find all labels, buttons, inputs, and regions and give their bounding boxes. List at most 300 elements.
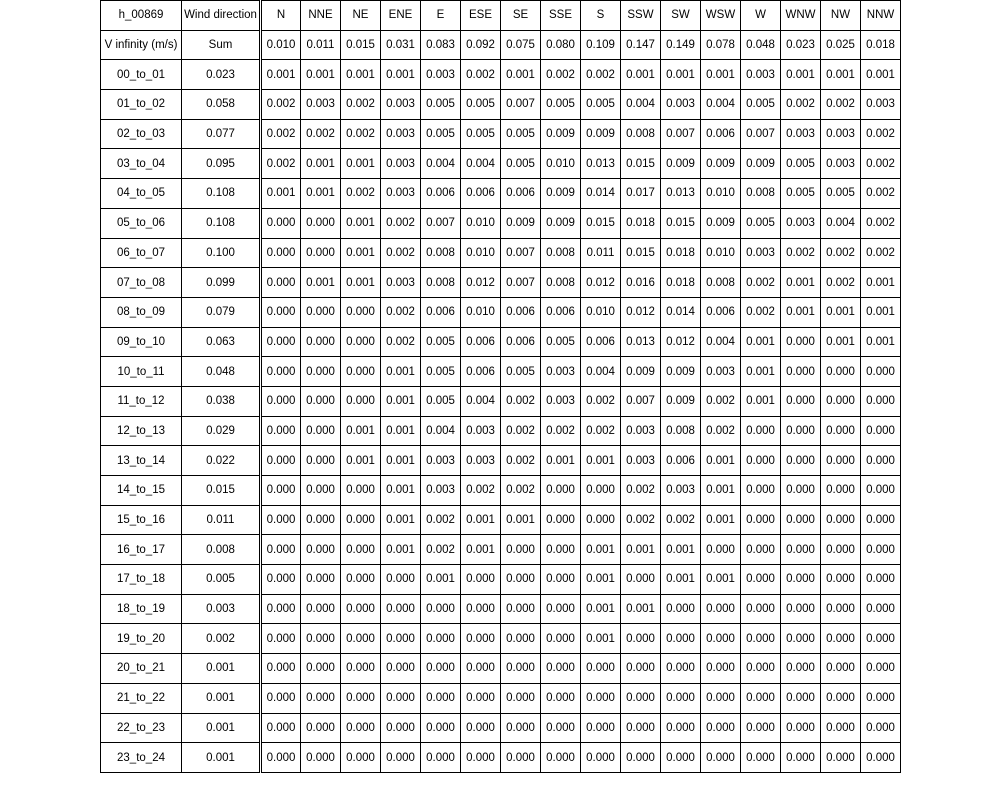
table-cell: 0.002	[261, 149, 301, 179]
table-cell: 0.000	[301, 743, 341, 773]
table-cell: 0.001	[861, 60, 901, 90]
table-cell: 0.005	[501, 149, 541, 179]
speed-bin-label: 14_to_15	[101, 476, 182, 506]
table-cell: 0.000	[821, 683, 861, 713]
table-cell: 0.000	[341, 505, 381, 535]
table-cell: 0.009	[661, 386, 701, 416]
table-cell: 0.000	[821, 713, 861, 743]
table-cell: 0.007	[501, 90, 541, 120]
table-cell: 0.000	[301, 357, 341, 387]
row-sum-cell: 0.008	[182, 535, 261, 565]
table-cell: 0.002	[581, 416, 621, 446]
table-row	[101, 60, 901, 90]
table-cell: 0.000	[301, 535, 341, 565]
table-cell: 0.001	[381, 386, 421, 416]
table-cell: 0.000	[861, 535, 901, 565]
table-cell: 0.010	[701, 179, 741, 209]
direction-header-ene: ENE	[381, 1, 421, 31]
table-cell: 0.013	[581, 149, 621, 179]
table-row	[101, 743, 901, 773]
table-cell: 0.005	[581, 90, 621, 120]
table-cell: 0.000	[821, 565, 861, 595]
table-cell: 0.005	[501, 357, 541, 387]
table-cell: 0.006	[421, 179, 461, 209]
table-cell: 0.001	[261, 60, 301, 90]
row-sum-cell: 0.077	[182, 119, 261, 149]
table-cell: 0.009	[661, 149, 701, 179]
row-sum-cell: 0.001	[182, 654, 261, 684]
table-cell: 0.002	[381, 208, 421, 238]
table-cell: 0.005	[541, 90, 581, 120]
table-row	[101, 565, 901, 595]
table-cell: 0.000	[421, 713, 461, 743]
table-cell: 0.003	[621, 446, 661, 476]
sum-cell: 0.092	[461, 30, 501, 60]
table-cell: 0.000	[861, 446, 901, 476]
table-cell: 0.001	[781, 268, 821, 298]
table-cell: 0.001	[741, 357, 781, 387]
table-cell: 0.000	[341, 327, 381, 357]
table-cell: 0.000	[621, 683, 661, 713]
table-cell: 0.000	[541, 683, 581, 713]
table-cell: 0.000	[341, 683, 381, 713]
sum-cell: 0.078	[701, 30, 741, 60]
speed-bin-label: 06_to_07	[101, 238, 182, 268]
table-cell: 0.006	[501, 297, 541, 327]
table-cell: 0.001	[461, 505, 501, 535]
speed-bin-label: 18_to_19	[101, 594, 182, 624]
table-cell: 0.000	[541, 594, 581, 624]
table-cell: 0.001	[501, 60, 541, 90]
table-cell: 0.003	[421, 446, 461, 476]
table-cell: 0.000	[701, 594, 741, 624]
table-cell: 0.000	[781, 565, 821, 595]
row-sum-cell: 0.095	[182, 149, 261, 179]
direction-header-sse: SSE	[541, 1, 581, 31]
sum-cell: 0.080	[541, 30, 581, 60]
table-cell: 0.000	[621, 743, 661, 773]
table-row	[101, 654, 901, 684]
speed-bin-label: 01_to_02	[101, 90, 182, 120]
table-cell: 0.004	[701, 90, 741, 120]
table-cell: 0.000	[301, 208, 341, 238]
speed-bin-label: 03_to_04	[101, 149, 182, 179]
table-cell: 0.000	[861, 386, 901, 416]
table-cell: 0.001	[701, 60, 741, 90]
table-cell: 0.000	[661, 683, 701, 713]
speed-bin-label: 13_to_14	[101, 446, 182, 476]
row-sum-cell: 0.011	[182, 505, 261, 535]
table-cell: 0.006	[461, 327, 501, 357]
sum-cell: 0.010	[261, 30, 301, 60]
table-cell: 0.002	[821, 268, 861, 298]
table-cell: 0.001	[381, 505, 421, 535]
table-cell: 0.000	[261, 654, 301, 684]
table-cell: 0.018	[661, 268, 701, 298]
table-cell: 0.008	[741, 179, 781, 209]
direction-header-ese: ESE	[461, 1, 501, 31]
table-cell: 0.001	[381, 535, 421, 565]
table-cell: 0.002	[821, 238, 861, 268]
table-cell: 0.015	[621, 149, 661, 179]
table-cell: 0.010	[541, 149, 581, 179]
speed-bin-label: 11_to_12	[101, 386, 182, 416]
direction-header-sw: SW	[661, 1, 701, 31]
table-cell: 0.002	[541, 416, 581, 446]
table-cell: 0.000	[301, 713, 341, 743]
table-cell: 0.000	[421, 624, 461, 654]
table-cell: 0.009	[621, 357, 661, 387]
table-row	[101, 149, 901, 179]
table-cell: 0.000	[501, 683, 541, 713]
table-cell: 0.002	[861, 149, 901, 179]
table-cell: 0.003	[661, 476, 701, 506]
table-cell: 0.000	[381, 594, 421, 624]
direction-header-e: E	[421, 1, 461, 31]
table-row	[101, 238, 901, 268]
row-sum-cell: 0.001	[182, 743, 261, 773]
table-cell: 0.002	[861, 208, 901, 238]
table-cell: 0.000	[301, 624, 341, 654]
table-cell: 0.001	[381, 476, 421, 506]
table-cell: 0.000	[461, 743, 501, 773]
table-cell: 0.001	[861, 268, 901, 298]
table-cell: 0.002	[621, 505, 661, 535]
table-cell: 0.009	[541, 208, 581, 238]
table-cell: 0.001	[741, 327, 781, 357]
table-cell: 0.006	[541, 297, 581, 327]
sum-row	[101, 30, 901, 60]
table-cell: 0.005	[461, 90, 501, 120]
table-cell: 0.000	[701, 654, 741, 684]
table-cell: 0.014	[661, 297, 701, 327]
table-cell: 0.000	[381, 565, 421, 595]
table-cell: 0.001	[341, 268, 381, 298]
row-sum-cell: 0.100	[182, 238, 261, 268]
table-cell: 0.000	[781, 476, 821, 506]
table-cell: 0.000	[781, 683, 821, 713]
sum-cell: 0.048	[741, 30, 781, 60]
table-cell: 0.000	[861, 476, 901, 506]
table-cell: 0.001	[821, 60, 861, 90]
table-cell: 0.000	[861, 683, 901, 713]
table-cell: 0.001	[581, 624, 621, 654]
table-cell: 0.010	[701, 238, 741, 268]
table-cell: 0.008	[421, 268, 461, 298]
table-cell: 0.000	[741, 565, 781, 595]
table-cell: 0.000	[621, 565, 661, 595]
table-cell: 0.000	[781, 416, 821, 446]
table-cell: 0.004	[581, 357, 621, 387]
table-cell: 0.000	[301, 505, 341, 535]
table-cell: 0.000	[781, 713, 821, 743]
table-cell: 0.005	[741, 208, 781, 238]
table-cell: 0.000	[261, 446, 301, 476]
table-cell: 0.001	[581, 565, 621, 595]
table-cell: 0.007	[501, 268, 541, 298]
table-cell: 0.000	[861, 743, 901, 773]
table-cell: 0.001	[621, 535, 661, 565]
speed-bin-label: 08_to_09	[101, 297, 182, 327]
row-sum-cell: 0.029	[182, 416, 261, 446]
row-sum-cell: 0.108	[182, 179, 261, 209]
table-cell: 0.000	[781, 624, 821, 654]
table-cell: 0.000	[741, 476, 781, 506]
table-cell: 0.000	[301, 327, 341, 357]
wind-direction-table	[100, 0, 901, 773]
table-cell: 0.000	[261, 268, 301, 298]
table-cell: 0.000	[821, 505, 861, 535]
table-cell: 0.009	[581, 119, 621, 149]
table-cell: 0.008	[541, 238, 581, 268]
table-cell: 0.000	[461, 713, 501, 743]
table-cell: 0.010	[461, 238, 501, 268]
table-cell: 0.000	[541, 476, 581, 506]
table-cell: 0.000	[701, 743, 741, 773]
table-cell: 0.006	[421, 297, 461, 327]
table-cell: 0.000	[541, 654, 581, 684]
sum-cell: 0.023	[781, 30, 821, 60]
table-cell: 0.000	[781, 505, 821, 535]
table-cell: 0.001	[821, 327, 861, 357]
row-sum-cell: 0.003	[182, 594, 261, 624]
table-cell: 0.001	[341, 208, 381, 238]
table-cell: 0.000	[261, 683, 301, 713]
table-cell: 0.001	[381, 357, 421, 387]
table-cell: 0.000	[261, 565, 301, 595]
table-cell: 0.002	[341, 179, 381, 209]
table-row	[101, 119, 901, 149]
table-cell: 0.000	[861, 594, 901, 624]
table-cell: 0.012	[621, 297, 661, 327]
table-cell: 0.000	[861, 505, 901, 535]
table-cell: 0.000	[781, 446, 821, 476]
table-cell: 0.000	[581, 654, 621, 684]
table-cell: 0.000	[301, 297, 341, 327]
table-cell: 0.001	[861, 297, 901, 327]
table-cell: 0.001	[701, 505, 741, 535]
direction-header-nne: NNE	[301, 1, 341, 31]
table-cell: 0.000	[821, 594, 861, 624]
table-cell: 0.000	[261, 713, 301, 743]
speed-header-label: V infinity (m/s)	[101, 30, 182, 60]
table-cell: 0.000	[381, 713, 421, 743]
table-cell: 0.002	[421, 505, 461, 535]
table-cell: 0.003	[421, 60, 461, 90]
table-body	[101, 1, 901, 773]
table-cell: 0.000	[741, 594, 781, 624]
table-cell: 0.000	[621, 713, 661, 743]
table-cell: 0.001	[541, 446, 581, 476]
table-cell: 0.000	[421, 683, 461, 713]
table-cell: 0.002	[661, 505, 701, 535]
direction-header-se: SE	[501, 1, 541, 31]
table-cell: 0.000	[741, 654, 781, 684]
table-cell: 0.003	[661, 90, 701, 120]
table-cell: 0.000	[501, 743, 541, 773]
table-cell: 0.000	[381, 683, 421, 713]
table-cell: 0.002	[581, 386, 621, 416]
table-cell: 0.008	[541, 268, 581, 298]
table-cell: 0.000	[501, 624, 541, 654]
table-cell: 0.000	[741, 535, 781, 565]
speed-bin-label: 09_to_10	[101, 327, 182, 357]
table-cell: 0.000	[821, 654, 861, 684]
table-cell: 0.001	[341, 446, 381, 476]
table-cell: 0.002	[501, 386, 541, 416]
table-cell: 0.001	[381, 446, 421, 476]
direction-header-n: N	[261, 1, 301, 31]
table-cell: 0.009	[701, 208, 741, 238]
row-sum-cell: 0.023	[182, 60, 261, 90]
table-cell: 0.001	[861, 327, 901, 357]
table-cell: 0.005	[821, 179, 861, 209]
table-row	[101, 416, 901, 446]
sum-cell: 0.075	[501, 30, 541, 60]
table-cell: 0.006	[461, 179, 501, 209]
table-cell: 0.007	[741, 119, 781, 149]
row-sum-cell: 0.063	[182, 327, 261, 357]
table-cell: 0.001	[661, 565, 701, 595]
table-cell: 0.003	[381, 268, 421, 298]
table-cell: 0.000	[261, 624, 301, 654]
table-cell: 0.003	[541, 386, 581, 416]
table-cell: 0.003	[381, 90, 421, 120]
direction-header-w: W	[741, 1, 781, 31]
table-cell: 0.001	[301, 60, 341, 90]
table-row	[101, 327, 901, 357]
table-cell: 0.006	[461, 357, 501, 387]
table-cell: 0.006	[701, 119, 741, 149]
table-row	[101, 208, 901, 238]
sum-cell: 0.018	[861, 30, 901, 60]
table-cell: 0.000	[341, 476, 381, 506]
table-cell: 0.003	[461, 446, 501, 476]
table-cell: 0.009	[701, 149, 741, 179]
table-cell: 0.000	[661, 654, 701, 684]
table-cell: 0.000	[541, 743, 581, 773]
table-cell: 0.000	[621, 624, 661, 654]
table-cell: 0.002	[701, 416, 741, 446]
table-cell: 0.003	[861, 90, 901, 120]
table-cell: 0.001	[501, 505, 541, 535]
table-cell: 0.003	[421, 476, 461, 506]
table-cell: 0.013	[621, 327, 661, 357]
table-cell: 0.000	[301, 654, 341, 684]
table-cell: 0.000	[781, 743, 821, 773]
table-cell: 0.002	[741, 297, 781, 327]
table-row	[101, 505, 901, 535]
table-cell: 0.003	[741, 60, 781, 90]
direction-header-ne: NE	[341, 1, 381, 31]
table-cell: 0.002	[581, 60, 621, 90]
table-cell: 0.001	[581, 446, 621, 476]
table-cell: 0.000	[821, 624, 861, 654]
table-cell: 0.001	[341, 416, 381, 446]
table-cell: 0.002	[861, 179, 901, 209]
table-cell: 0.003	[701, 357, 741, 387]
table-cell: 0.000	[741, 683, 781, 713]
table-cell: 0.002	[461, 476, 501, 506]
table-cell: 0.000	[301, 476, 341, 506]
table-cell: 0.000	[261, 238, 301, 268]
table-cell: 0.000	[301, 446, 341, 476]
table-cell: 0.003	[381, 149, 421, 179]
table-cell: 0.005	[781, 149, 821, 179]
table-cell: 0.001	[701, 565, 741, 595]
table-cell: 0.000	[741, 743, 781, 773]
table-cell: 0.000	[541, 565, 581, 595]
row-sum-cell: 0.015	[182, 476, 261, 506]
table-cell: 0.004	[461, 386, 501, 416]
table-cell: 0.000	[581, 713, 621, 743]
speed-bin-label: 16_to_17	[101, 535, 182, 565]
table-cell: 0.001	[421, 565, 461, 595]
table-cell: 0.010	[461, 208, 501, 238]
table-cell: 0.000	[341, 713, 381, 743]
table-cell: 0.000	[541, 713, 581, 743]
table-cell: 0.018	[661, 238, 701, 268]
table-row	[101, 683, 901, 713]
table-cell: 0.000	[301, 594, 341, 624]
table-cell: 0.001	[701, 446, 741, 476]
table-cell: 0.001	[741, 386, 781, 416]
table-cell: 0.000	[861, 565, 901, 595]
table-cell: 0.001	[781, 60, 821, 90]
table-row	[101, 268, 901, 298]
table-row	[101, 90, 901, 120]
speed-bin-label: 05_to_06	[101, 208, 182, 238]
table-cell: 0.000	[501, 654, 541, 684]
table-cell: 0.002	[461, 60, 501, 90]
row-sum-cell: 0.099	[182, 268, 261, 298]
table-cell: 0.000	[581, 743, 621, 773]
table-cell: 0.000	[261, 208, 301, 238]
table-cell: 0.002	[621, 476, 661, 506]
table-cell: 0.000	[421, 594, 461, 624]
table-cell: 0.001	[301, 268, 341, 298]
table-cell: 0.000	[821, 446, 861, 476]
table-cell: 0.005	[421, 357, 461, 387]
table-cell: 0.001	[661, 60, 701, 90]
table-cell: 0.000	[261, 327, 301, 357]
table-cell: 0.000	[301, 565, 341, 595]
table-cell: 0.000	[261, 357, 301, 387]
table-cell: 0.000	[421, 743, 461, 773]
table-cell: 0.004	[421, 149, 461, 179]
table-cell: 0.009	[541, 179, 581, 209]
table-cell: 0.002	[541, 60, 581, 90]
table-cell: 0.003	[541, 357, 581, 387]
table-cell: 0.000	[341, 357, 381, 387]
table-cell: 0.018	[621, 208, 661, 238]
table-cell: 0.003	[781, 208, 821, 238]
table-cell: 0.000	[661, 713, 701, 743]
corner-label: h_00869	[101, 1, 182, 31]
row-sum-cell: 0.079	[182, 297, 261, 327]
table-cell: 0.000	[821, 386, 861, 416]
direction-header-nw: NW	[821, 1, 861, 31]
speed-bin-label: 02_to_03	[101, 119, 182, 149]
row-sum-cell: 0.108	[182, 208, 261, 238]
table-cell: 0.000	[781, 357, 821, 387]
table-cell: 0.002	[381, 297, 421, 327]
table-cell: 0.000	[261, 297, 301, 327]
table-cell: 0.000	[501, 535, 541, 565]
table-cell: 0.000	[861, 357, 901, 387]
speed-bin-label: 10_to_11	[101, 357, 182, 387]
table-cell: 0.001	[581, 594, 621, 624]
